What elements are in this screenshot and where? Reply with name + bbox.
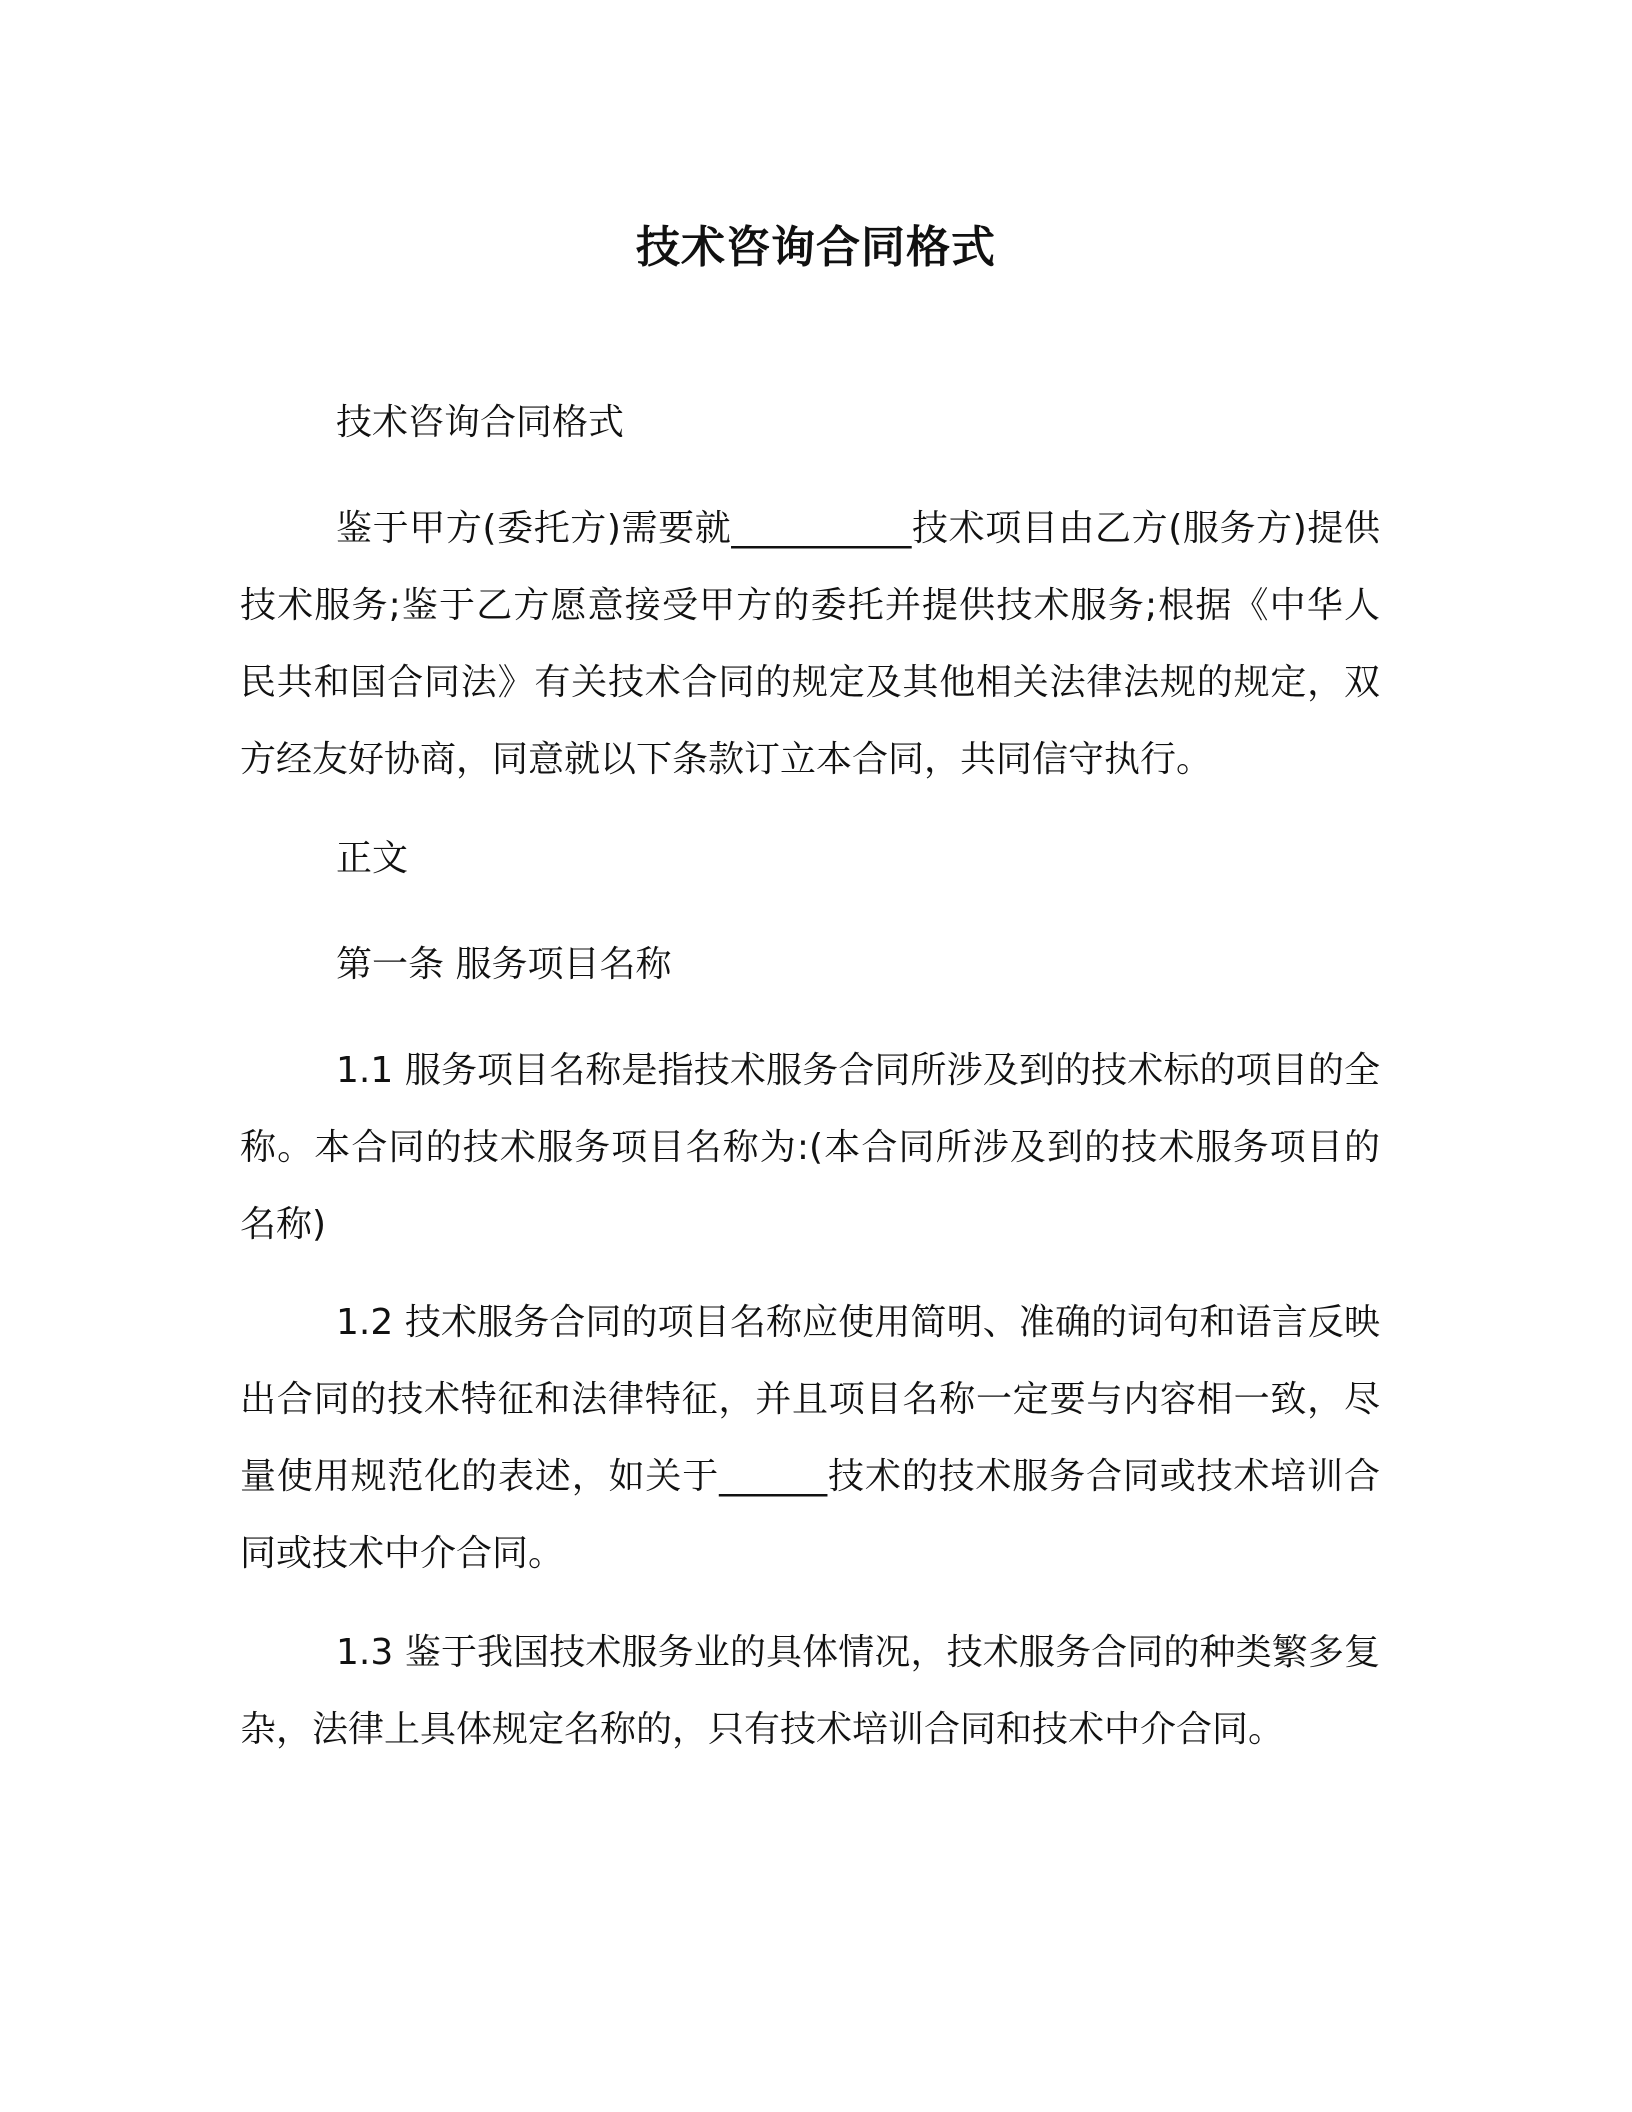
- article-1-heading: 第一条 服务项目名称: [336, 944, 672, 985]
- clause-1-2: 1.2 技术服务合同的项目名称应使用简明、准确的词句和语言反映出合同的技术特征和法律特征，并且项目名称一定要与内容相一致，尽量使用规范化的表述，如关于______技术的技术服务合同或技术培训合同或技术中介合同。: [240, 1302, 1380, 1574]
- clause-1-3: 1.3 鉴于我国技术服务业的具体情况，技术服务合同的种类繁多复杂，法律上具体规定名称的，只有技术培训合同和技术中介合同。: [240, 1632, 1380, 1750]
- document-title: 技术咨询合同格式: [636, 222, 996, 273]
- intro-paragraph: 鉴于甲方(委托方)需要就__________技术项目由乙方(服务方)提供技术服务;鉴于乙方愿意接受甲方的委托并提供技术服务;根据《中华人民共和国合同法》有关技术合同的规定及其他相关法律法规的规定，双方经友好协商，同意就以下条款订立本合同，共同信守执行。: [240, 508, 1380, 780]
- clause-1-1: 1.1 服务项目名称是指技术服务合同所涉及到的技术标的项目的全称。本合同的技术服务项目名称为:(本合同所涉及到的技术服务项目的名称): [240, 1050, 1380, 1245]
- body-heading: 正文: [336, 838, 409, 879]
- subtitle-paragraph: 技术咨询合同格式: [336, 402, 625, 443]
